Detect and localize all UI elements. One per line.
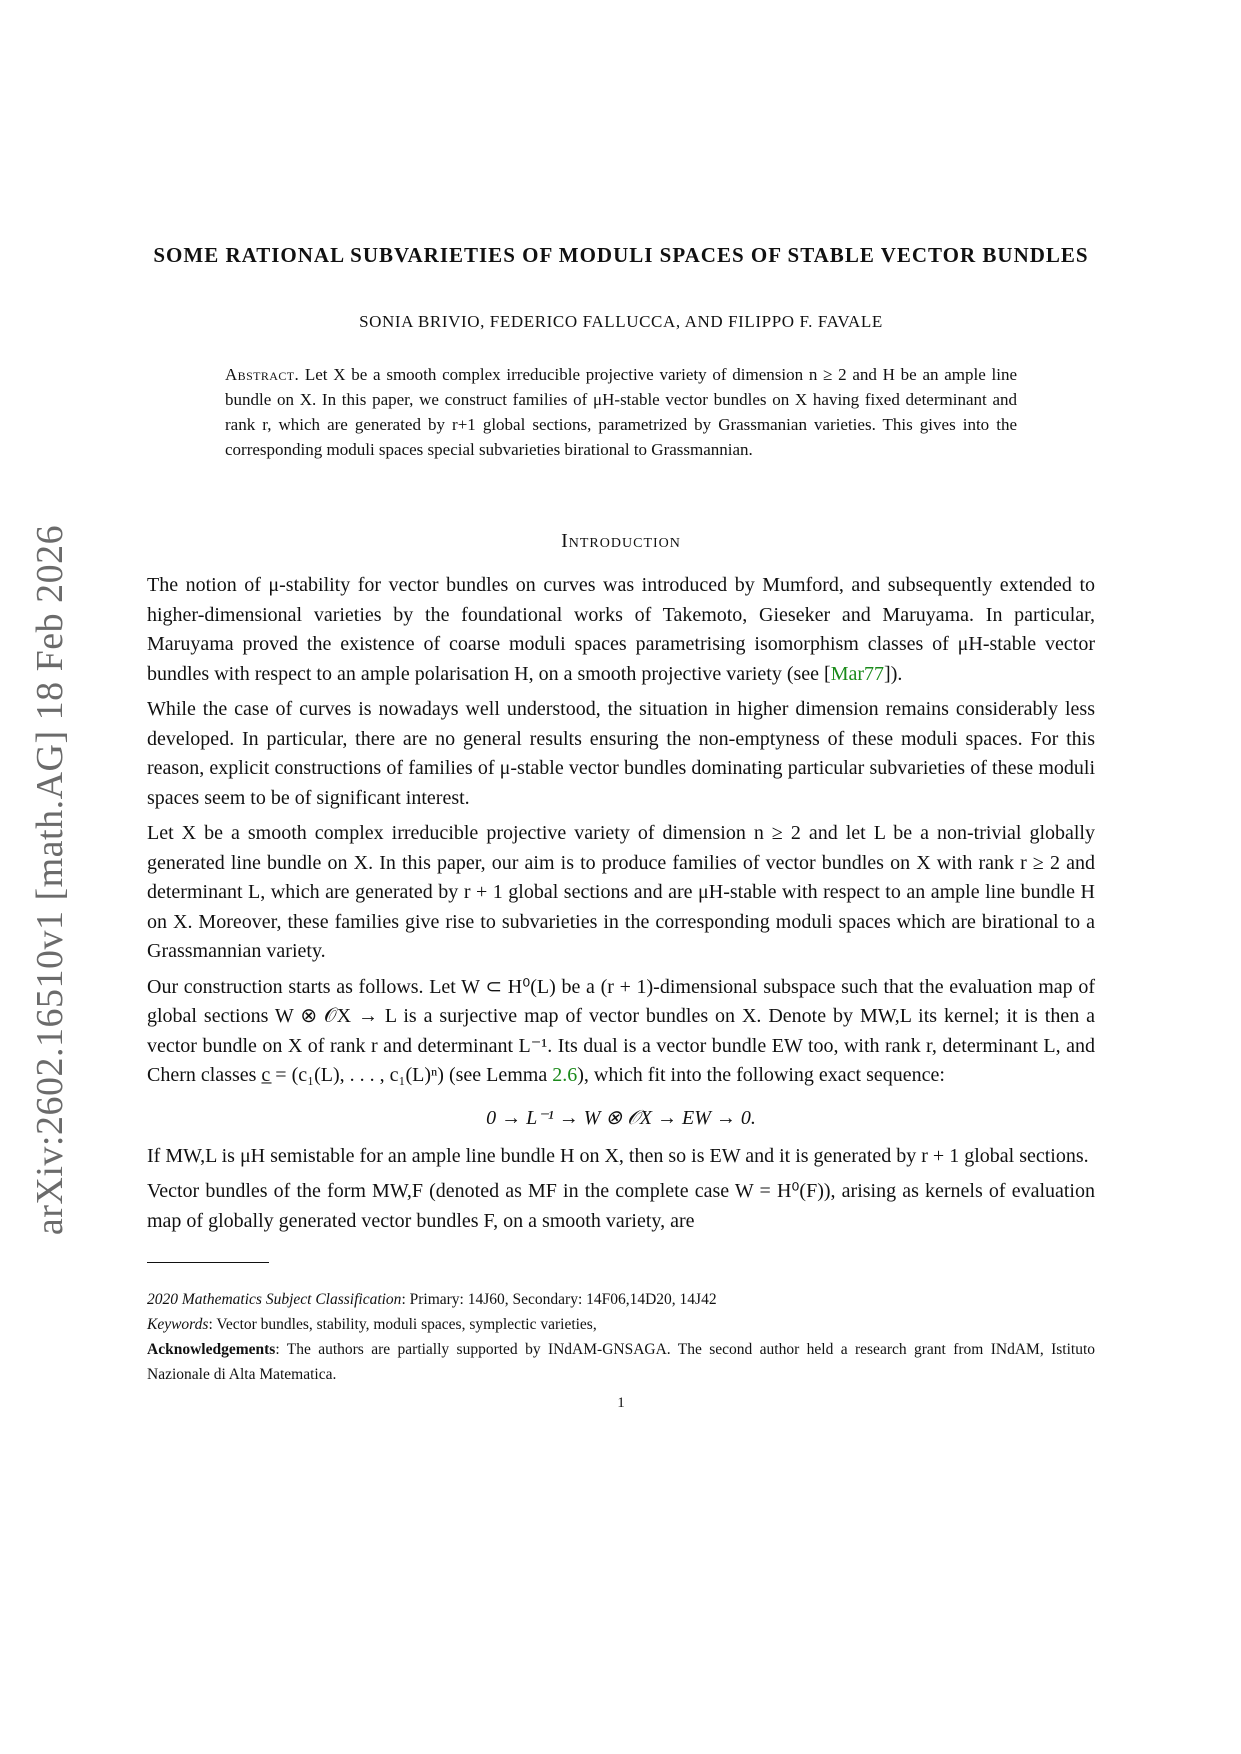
citation-link-mar77[interactable]: Mar77 [830,662,885,685]
abstract-label: Abstract. [225,365,300,384]
intro-paragraph-2: While the case of curves is nowadays well understood, the situation in higher dimension remains considerably less developed. In particular, there are no general results ensuring the non-emptyness of these moduli spaces. For this reason, explicit constructions of families of μ-stable vector bundles dominating particular subvarieties of these moduli spaces seem to be of significant interest. [147,698,1095,809]
footnote-divider [147,1262,269,1263]
intro-paragraph-5: If MW,L is μH semistable for an ample line bundle H on X, then so is EW and it is generated by r + 1 global sections. [147,1144,1089,1167]
intro-paragraph-1-text: The notion of μ-stability for vector bundles on curves was introduced by Mumford, and subsequently extended to higher-dimensional varieties by the foundational works of Takemoto, Gieseker and Maruyama. In particular, Maruyama proved the existence of coarse moduli spaces parametrising isomorphism classes of μH-stable vector bundles with respect to an ample polarisation H, on a smooth projective variety (see [ [147,574,1095,685]
intro-paragraph-4-tail: ), which fit into the following exact sequence: [577,1064,945,1086]
footnote-keywords [147,1312,1095,1337]
footnotes-block [147,1287,1095,1387]
lemma-link-2-6[interactable]: 2.6 [552,1064,578,1086]
paper-authors: SONIA BRIVIO, FEDERICO FALLUCCA, AND FILIPPO F. FAVALE [359,312,883,331]
arxiv-identifier-text: arXiv:2602.16510v1 [math.AG] 18 Feb 2026 [29,524,71,1236]
intro-paragraph-1 [147,571,1095,689]
footnote-ack-text: : The authors are partially supported by INdAM-GNSAGA. The second author held a research grant from INdAM, Istituto Nazionale di Alta Matematica. [147,1341,1095,1383]
paper-page [147,240,1095,1412]
section-heading-introduction: Introduction [561,530,681,552]
intro-paragraph-3: Let X be a smooth complex irreducible projective variety of dimension n ≥ 2 and let L be a non-trivial globally generated line bundle on X. In this paper, our aim is to produce families of vector bundles on X with rank r ≥ 2 and determinant L, which are generated by r + 1 global sections and are μH-stable with respect to an ample line bundle H on X. Moreover, these families give rise to subvarieties in the corresponding moduli spaces which are birational to a Grassmannian variety. [147,822,1095,962]
footnote-msc-text: : Primary: 14J60, Secondary: 14F06,14D20, 14J42 [401,1291,717,1308]
exact-sequence-equation: 0 → L⁻¹ → W ⊗ 𝒪X → EW → 0. [486,1106,756,1129]
footnote-acknowledgements [147,1337,1095,1387]
footnote-msc [147,1287,1095,1312]
footnote-msc-label: 2020 Mathematics Subject Classification [147,1291,402,1308]
intro-paragraph-6: Vector bundles of the form MW,F (denoted as MF in the complete case W = H⁰(F)), arising as kernels of evaluation map of globally generated vector bundles F, on a smooth variety, are [147,1180,1095,1232]
abstract-text: Let X be a smooth complex irreducible projective variety of dimension n ≥ 2 and H be an ample line bundle on X. In this paper, we construct families of μH-stable vector bundles on X having fixed determinant and rank r, which are generated by r+1 global sections, parametrized by Grassmanian varieties. This gives into the corresponding moduli spaces special subvarieties birational to Grassmannian. [225,365,1017,459]
arxiv-identifier [20,480,80,1280]
footnote-ack-label: Acknowledgements [147,1341,276,1358]
intro-paragraph-1-tail: ]). [884,662,903,685]
page-number: 1 [617,1395,625,1411]
intro-paragraph-4-text: Our construction starts as follows. Let W ⊂ H⁰(L) be a (r + 1)-dimensional subspace such that the evaluation map of global sections W ⊗ 𝒪X → L is a surjective map of vector bundles on X. Denote by MW,L its kernel; it is then a vector bundle on X of rank r and determinant L⁻¹. Its dual is a vector bundle EW too, with rank r, determinant L, and Chern classes c̲ = (c₁(L), . . . , c₁(L)ⁿ) (see Lemma [147,975,1095,1086]
intro-paragraph-4 [147,973,1095,1091]
footnote-keywords-text: : Vector bundles, stability, moduli spaces, symplectic varieties, [208,1316,597,1333]
footnote-keywords-label: Keywords [147,1316,209,1333]
abstract-block [225,362,1017,462]
paper-title: SOME RATIONAL SUBVARIETIES OF MODULI SPACES OF STABLE VECTOR BUNDLES [153,243,1089,267]
